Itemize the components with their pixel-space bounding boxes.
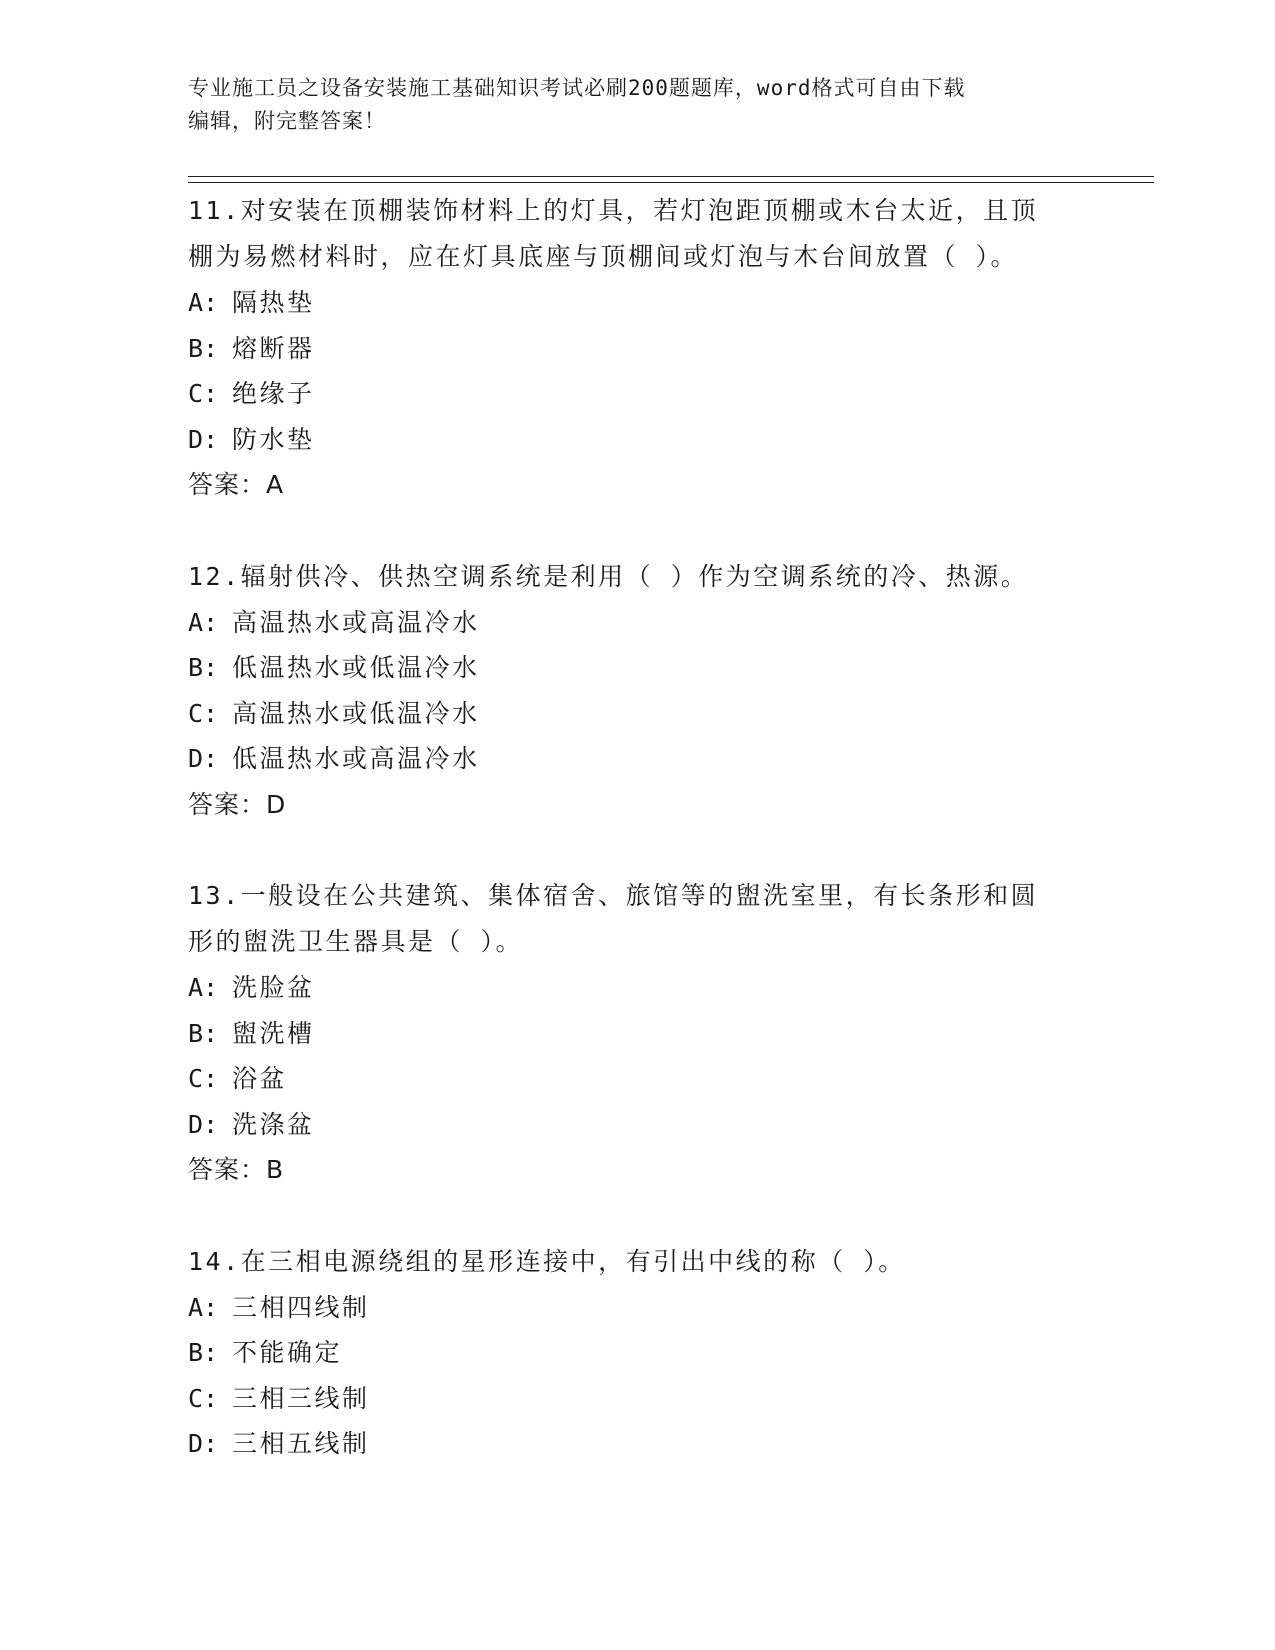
- question-stem: [188, 873, 1088, 965]
- answer-key: 答案：A: [188, 470, 285, 499]
- answer-key: 答案：D: [188, 789, 287, 819]
- option-letter: B:: [188, 653, 219, 682]
- option-a: [188, 965, 1088, 1011]
- option-letter: D:: [188, 1429, 219, 1458]
- header-divider-bottom: [188, 182, 1154, 183]
- option-text: 低温热水或低温冷水: [232, 653, 480, 682]
- option-list: [188, 1285, 1088, 1467]
- question-list: [188, 188, 1088, 1467]
- question-11: [188, 188, 1088, 508]
- option-letter: C:: [188, 698, 219, 728]
- question-stem: [188, 554, 1088, 600]
- option-letter: B:: [188, 1018, 219, 1048]
- option-a: [188, 1285, 1088, 1331]
- option-letter: A:: [188, 1292, 219, 1322]
- option-letter: C:: [188, 1383, 219, 1413]
- question-stem-line-1: 13.一般设在公共建筑、集体宿舍、旅馆等的盥洗室里，有长条形和圆: [188, 881, 1039, 910]
- option-text: 低温热水或高温冷水: [232, 744, 480, 773]
- answer-key: 答案：B: [188, 1155, 285, 1184]
- question-stem-line-2: 棚为易燃材料时，应在灯具底座与顶棚间或灯泡与木台间放置（ ）。: [188, 242, 1019, 271]
- option-text: 三相四线制: [232, 1292, 370, 1322]
- option-text: 盥洗槽: [232, 1018, 315, 1048]
- header-title-line-2: 编辑，附完整答案！: [188, 109, 386, 133]
- header-title-line-1: 专业施工员之设备安装施工基础知识考试必刷200题题库，word格式可自由下载: [188, 76, 966, 100]
- question-stem: [188, 188, 1088, 280]
- option-text: 三相五线制: [232, 1429, 370, 1458]
- option-text: 绝缘子: [232, 379, 315, 408]
- option-text: 防水垫: [232, 424, 315, 454]
- question-stem-line-1: 11.对安装在顶棚装饰材料上的灯具，若灯泡距顶棚或木台太近，且顶: [188, 196, 1039, 225]
- option-letter: D:: [188, 744, 219, 773]
- option-a: [188, 280, 1088, 326]
- option-letter: D:: [188, 424, 219, 454]
- option-letter: B:: [188, 333, 219, 363]
- option-b: [188, 1330, 1088, 1376]
- question-12: [188, 554, 1088, 828]
- option-text: 不能确定: [232, 1338, 343, 1367]
- option-letter: C:: [188, 1064, 219, 1093]
- question-spacer: [188, 1193, 1088, 1239]
- option-letter: A:: [188, 973, 219, 1002]
- option-d: [188, 736, 1088, 782]
- question-stem-line-1: 14.在三相电源绕组的星形连接中，有引出中线的称（ ）。: [188, 1246, 906, 1276]
- option-text: 洗脸盆: [232, 973, 315, 1002]
- question-13: [188, 873, 1088, 1193]
- option-c: [188, 1376, 1088, 1422]
- question-14: [188, 1239, 1088, 1467]
- option-list: [188, 600, 1088, 782]
- option-list: [188, 280, 1088, 462]
- question-stem-line-1: 12.辐射供冷、供热空调系统是利用（ ）作为空调系统的冷、热源。: [188, 561, 1029, 591]
- option-text: 三相三线制: [232, 1383, 370, 1413]
- option-letter: A:: [188, 288, 219, 317]
- question-stem-line-2: 形的盥洗卫生器具是（ ）。: [188, 927, 524, 956]
- option-letter: A:: [188, 607, 219, 637]
- question-spacer: [188, 827, 1088, 873]
- option-text: 浴盆: [232, 1064, 288, 1093]
- option-b: [188, 326, 1088, 372]
- option-a: [188, 600, 1088, 646]
- option-list: [188, 965, 1088, 1147]
- option-text: 隔热垫: [232, 288, 315, 317]
- option-d: [188, 1421, 1088, 1467]
- option-letter: B:: [188, 1338, 219, 1367]
- option-b: [188, 1011, 1088, 1057]
- option-letter: C:: [188, 379, 219, 408]
- option-c: [188, 691, 1088, 737]
- question-stem: [188, 1239, 1088, 1285]
- option-text: 洗涤盆: [232, 1109, 315, 1139]
- header-divider-top: [188, 176, 1154, 177]
- document-header: [188, 72, 1088, 138]
- option-text: 熔断器: [232, 333, 315, 363]
- option-b: [188, 645, 1088, 691]
- option-c: [188, 1056, 1088, 1102]
- option-letter: D:: [188, 1109, 219, 1139]
- option-text: 高温热水或高温冷水: [232, 607, 480, 637]
- option-text: 高温热水或低温冷水: [232, 698, 480, 728]
- option-c: [188, 371, 1088, 417]
- question-spacer: [188, 508, 1088, 554]
- option-d: [188, 417, 1088, 463]
- option-d: [188, 1102, 1088, 1148]
